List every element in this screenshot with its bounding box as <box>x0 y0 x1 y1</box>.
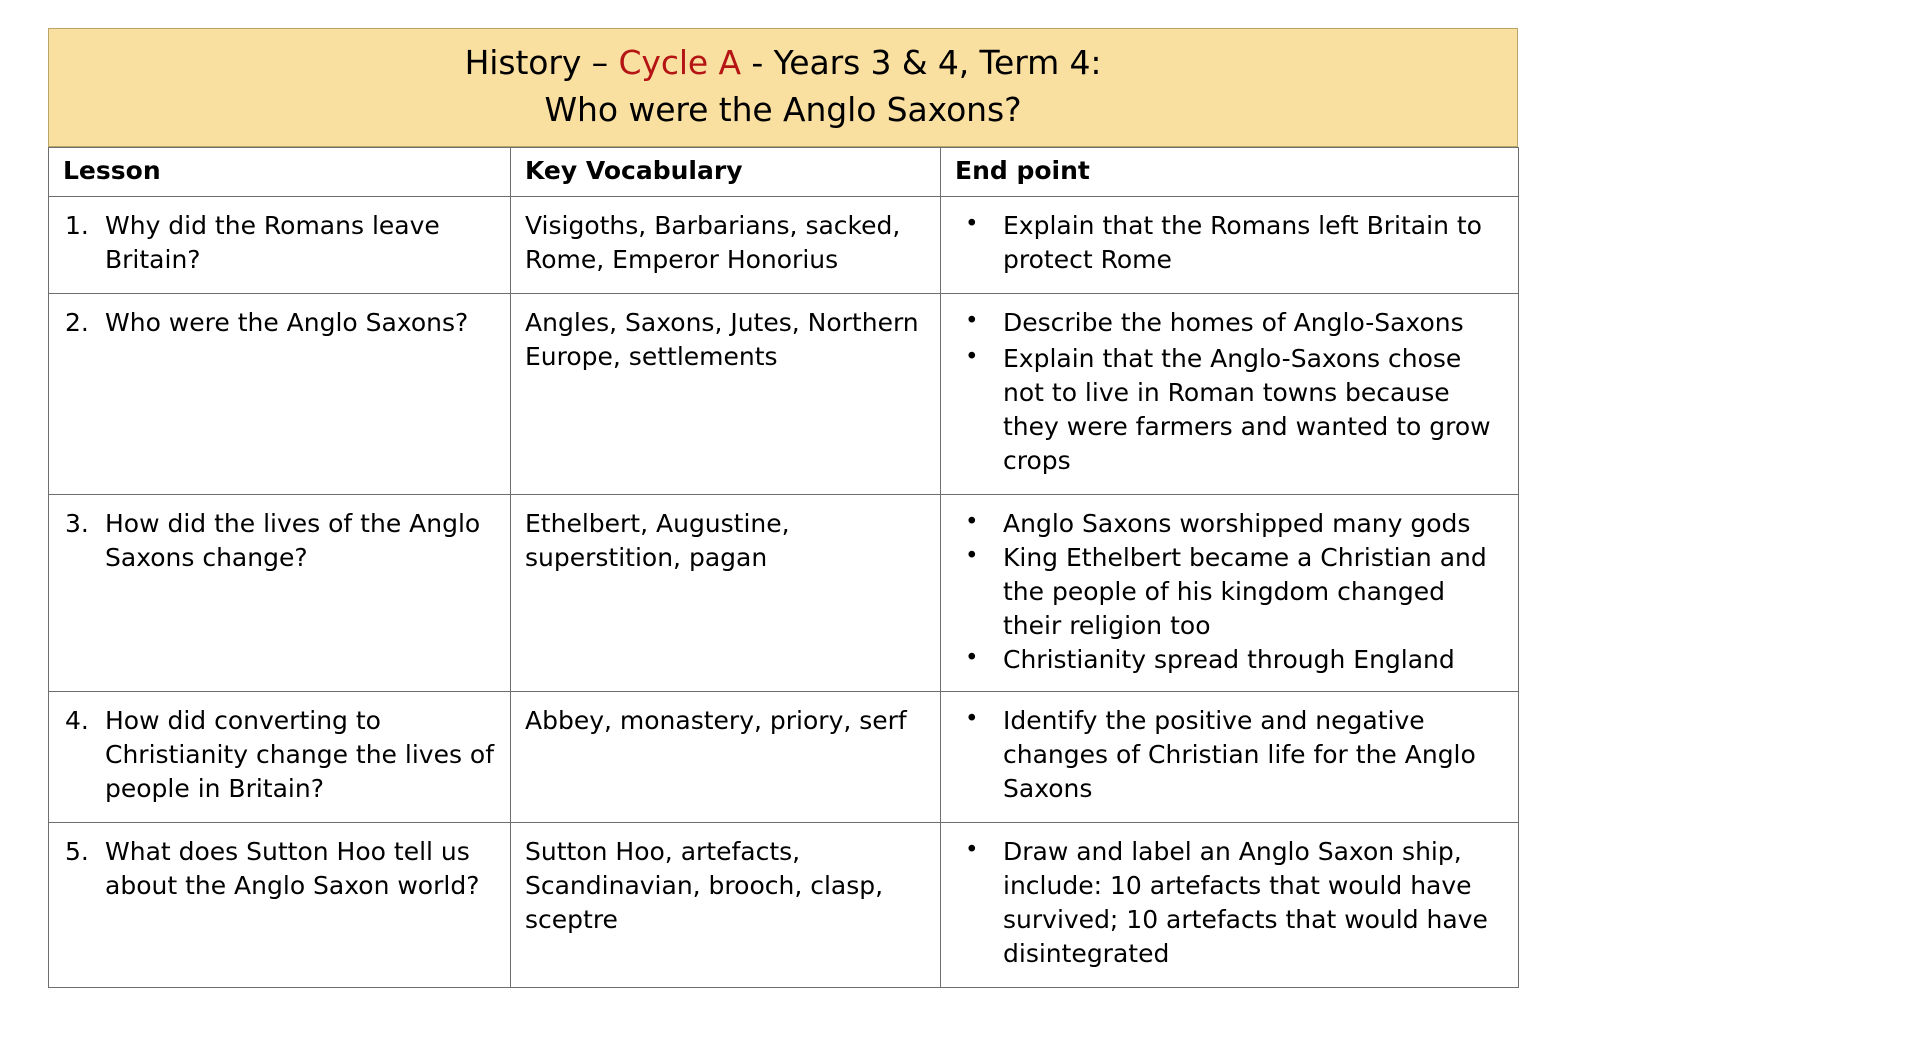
column-header-lesson: Lesson <box>49 147 511 196</box>
endpoint-list <box>951 507 1504 677</box>
lesson-number: 2. <box>65 307 89 337</box>
endpoint-cell <box>941 494 1519 691</box>
endpoint-list <box>951 306 1504 478</box>
endpoint-item: • King Ethelbert became a Christian and the people of his kingdom changed their religion too <box>951 541 1504 643</box>
endpoint-item: • Explain that the Anglo-Saxons chose not to live in Roman towns because they were farmers and wanted to grow crops <box>951 342 1504 478</box>
lesson-question: What does Sutton Hoo tell us about the Anglo Saxon world? <box>105 836 480 900</box>
endpoint-list <box>951 835 1504 971</box>
lesson-cell <box>49 691 511 822</box>
table-header <box>49 147 1519 196</box>
header-row <box>49 147 1519 196</box>
endpoint-cell <box>941 196 1519 293</box>
endpoint-cell <box>941 822 1519 987</box>
title-line-2: Who were the Anglo Saxons? <box>544 89 1022 129</box>
table-body <box>49 196 1519 987</box>
curriculum-table <box>48 147 1519 988</box>
lesson-question: How did converting to Christianity change the lives of people in Britain? <box>105 705 495 803</box>
lesson-cell <box>49 494 511 691</box>
title-banner <box>48 28 1518 147</box>
lesson-question: Who were the Anglo Saxons? <box>105 307 469 337</box>
endpoint-item: • Draw and label an Anglo Saxon ship, include: 10 artefacts that would have survived; 10 artefacts that would have disintegrated <box>951 835 1504 971</box>
endpoint-cell <box>941 691 1519 822</box>
column-header-vocabulary: Key Vocabulary <box>511 147 941 196</box>
table-row <box>49 196 1519 293</box>
lesson-question: Why did the Romans leave Britain? <box>105 210 440 274</box>
column-header-endpoint: End point <box>941 147 1519 196</box>
table-row <box>49 494 1519 691</box>
lesson-cell <box>49 196 511 293</box>
endpoint-cell <box>941 293 1519 494</box>
title-cycle-highlight: Cycle A <box>618 43 742 82</box>
lesson-number: 5. <box>65 836 89 866</box>
lesson-number: 4. <box>65 705 89 735</box>
vocabulary-cell: Angles, Saxons, Jutes, Northern Europe, settlements <box>511 293 941 494</box>
title-year-term: - Years 3 & 4, Term 4: <box>741 43 1102 82</box>
endpoint-item: • Anglo Saxons worshipped many gods <box>951 507 1504 541</box>
vocabulary-cell: Sutton Hoo, artefacts, Scandinavian, brooch, clasp, sceptre <box>511 822 941 987</box>
table-row <box>49 293 1519 494</box>
title-subject: History – <box>464 43 619 82</box>
endpoint-item: • Explain that the Romans left Britain to protect Rome <box>951 209 1504 277</box>
vocabulary-cell: Ethelbert, Augustine, superstition, pagan <box>511 494 941 691</box>
endpoint-list <box>951 209 1504 277</box>
endpoint-item: • Describe the homes of Anglo-Saxons <box>951 306 1504 340</box>
lesson-number: 3. <box>65 508 89 538</box>
endpoint-item: • Identify the positive and negative changes of Christian life for the Anglo Saxons <box>951 704 1504 806</box>
curriculum-sheet <box>48 28 1518 988</box>
lesson-number: 1. <box>65 210 89 240</box>
title-line-1 <box>69 42 1497 85</box>
endpoint-item: • Christianity spread through England <box>951 643 1504 677</box>
lesson-cell <box>49 822 511 987</box>
vocabulary-cell: Abbey, monastery, priory, serf <box>511 691 941 822</box>
table-row <box>49 691 1519 822</box>
lesson-question: How did the lives of the Anglo Saxons change? <box>105 508 481 572</box>
table-row <box>49 822 1519 987</box>
endpoint-list <box>951 704 1504 806</box>
vocabulary-cell: Visigoths, Barbarians, sacked, Rome, Emperor Honorius <box>511 196 941 293</box>
lesson-cell <box>49 293 511 494</box>
